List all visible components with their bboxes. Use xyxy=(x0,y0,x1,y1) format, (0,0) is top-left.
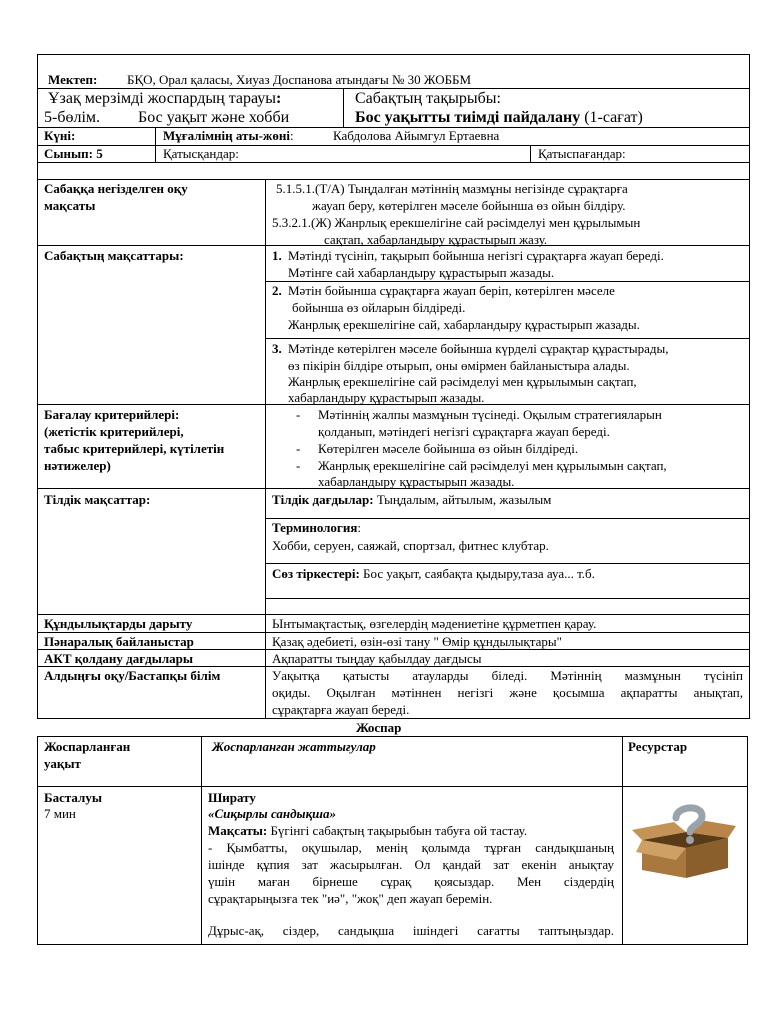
paragraph-2: Дұрыс-ақ, сіздер, сандықша ішіндегі сағатты таптыңыздар. xyxy=(208,923,614,938)
paragraph-1-line-4: сұрақтарыңызға тек "иә", "жоқ" деп жауап беремін. xyxy=(208,891,493,906)
objectives-label-1: Сабаққа негізделген оқу xyxy=(44,181,188,196)
values-value: Ынтымақтастық, өзгелердің мәдениетіне құрметпен қарау. xyxy=(272,616,597,631)
goal-3-line-1: Мәтінде көтерілген мәселе бойынша күрделі сұрақтар құрастырады, xyxy=(288,341,669,356)
goal-1-line-1: Мәтінді түсініп, тақырып бойынша негізгі сұрақтарға жауап береді. xyxy=(288,248,664,263)
values-label: Құндылықтарды дарыту xyxy=(44,616,193,631)
criteria-3-line-2: хабарландыру құрастырып жазады. xyxy=(318,474,515,489)
ict-value: Ақпаратты тыңдау қабылдау дағдысы xyxy=(272,651,482,666)
game-name: «Сиқырлы сандықша» xyxy=(208,806,336,821)
present-label: Қатысқандар: xyxy=(163,146,239,161)
goal-3-number: 3. xyxy=(272,341,282,356)
criteria-3-line-1: Жанрлық ерекшелігіне сай рәсімделуі мен құрылымын сақтап, xyxy=(318,458,667,473)
objective-line-3: 5.3.2.1.(Ж) Жанрлық ерекшелігіне сай рәсімделуі мен құрылымын xyxy=(272,215,641,230)
prior-line-1: Уақытқа қатысты атауларды біледі. Мәтіннің мазмұнын түсініп xyxy=(272,668,743,683)
objectives-label-2: мақсаты xyxy=(44,198,96,213)
links-label: Пәнаралық байланыстар xyxy=(44,634,194,649)
criteria-1-line-2: қолданып, мәтіндегі негізгі сұрақтарға жауап береді. xyxy=(318,424,610,439)
phrases: Сөз тіркестері: Бос уақыт, саябақта қыдыру,таза ауа... т.б. xyxy=(272,566,595,581)
goal-3-line-2: өз пікірін білдіре отырып, оны өмірмен байланыстыра алады. xyxy=(288,358,630,373)
long-term-plan-label: Ұзақ мерзімді жоспардың тарауы: xyxy=(48,90,282,107)
language-label: Тілдік мақсаттар: xyxy=(44,492,151,507)
goal-2-line-1: Мәтін бойынша сұрақтарға жауап беріп, көтерілген мәселе xyxy=(288,283,615,298)
start-label: Басталуы xyxy=(44,790,102,805)
criteria-3-dash: - xyxy=(296,458,301,473)
goal-3-line-4: хабарландыру құрастырып жазады. xyxy=(288,390,485,405)
plan-col-time-line-1: Жоспарланған xyxy=(44,739,131,754)
day-label: Күні: xyxy=(44,128,76,143)
objective-line-1: 5.1.5.1.(Т/А) Тыңдалған мәтіннің мазмұны негізінде сұрақтарға xyxy=(276,181,628,196)
teacher-label: Мұғалімнің аты-жөні: xyxy=(163,128,294,143)
plan-col-activities: Жоспарланған жаттығулар xyxy=(212,739,376,754)
criteria-label-1: Бағалау критерийлері: xyxy=(44,407,180,422)
objective-line-4: сақтап, хабарландыру құрастырып жазу. xyxy=(324,232,548,247)
goal-2-number: 2. xyxy=(272,283,282,298)
start-time: 7 мин xyxy=(44,806,76,821)
class-label: Сынып: 5 xyxy=(44,146,103,161)
goal-1-line-2: Мәтінге сай хабарландыру құрастырып жазады. xyxy=(288,265,555,280)
terminology-value: Хобби, серуен, саяжай, спортзал, фитнес клубтар. xyxy=(272,538,549,553)
topic-value: Бос уақытты тиімді пайдалану (1-сағат) xyxy=(355,109,643,126)
goal-2-line-3: Жанрлық ерекшелігіне сай, хабарландыру құрастырып жазады. xyxy=(288,317,640,332)
criteria-2-dash: - xyxy=(296,441,301,456)
plan-col-resources: Ресурстар xyxy=(628,739,688,754)
language-skills: Тілдік дағдылар: Тыңдалым, айтылым, жазылым xyxy=(272,492,552,507)
teacher-value: Кабдолова Айымгул Ертаевна xyxy=(333,128,500,143)
criteria-label-2: (жетістік критерийлері, xyxy=(44,424,184,439)
absent-label: Қатыспағандар: xyxy=(538,146,626,161)
mystery-box-icon xyxy=(628,800,738,880)
criteria-label-4: нәтижелер) xyxy=(44,458,111,473)
prior-line-3: сұрақтарға жауап береді. xyxy=(272,702,410,717)
prior-label: Алдыңғы оқу/Бастапқы білім xyxy=(44,668,221,683)
paragraph-1-line-2: ішінде құпия зат жасырылған. Ол қандай зат екенін анықтау xyxy=(208,857,614,872)
criteria-label-3: табыс критерийлері, күтілетін xyxy=(44,441,225,456)
ict-label: АКТ қолдану дағдылары xyxy=(44,651,194,666)
section-name: Бос уақыт және хобби xyxy=(138,109,290,126)
paragraph-1-line-1: - Қымбатты, оқушылар, менің қолымда тұрған сандықшаның xyxy=(208,840,614,855)
section-number: 5-бөлім. xyxy=(44,109,101,126)
terminology-label: Терминология: xyxy=(272,520,361,535)
goals-label: Сабақтың мақсаттары: xyxy=(44,248,184,263)
links-value: Қазақ әдебиеті, өзін-өзі тану " Өмір құндылықтары" xyxy=(272,634,562,649)
school-label: Мектеп: xyxy=(48,72,98,87)
criteria-1-line-1: Мәтіннің жалпы мазмұнын түсінеді. Оқылым стратегияларын xyxy=(318,407,662,422)
goal-3-line-3: Жанрлық ерекшелігіне сай рәсімделуі мен құрылымын сақтап, xyxy=(288,374,637,389)
goal-1-number: 1. xyxy=(272,248,282,263)
warmup-label: Ширату xyxy=(208,790,256,805)
paragraph-1-line-3: үшін маған бірнеше сұрақ қоясыздар. Мен сіздердің xyxy=(208,874,614,889)
topic-label: Сабақтың тақырыбы: xyxy=(355,90,501,107)
objective-line-2: жауап беру, көтерілген мәселе бойынша өз ойын білдіру. xyxy=(312,198,626,213)
plan-col-time-line-2: уақыт xyxy=(44,756,81,771)
plan-title: Жоспар xyxy=(356,720,402,735)
criteria-1-dash: - xyxy=(296,407,301,422)
goal-2-line-2: бойынша өз ойларын білдіреді. xyxy=(292,300,466,315)
prior-line-2: оқиды. Оқылған мәтіннен негізгі және қосымша ақпаратты анықтап, xyxy=(272,685,743,700)
aim: Мақсаты: Бүгінгі сабақтың тақырыбын табуға ой тастау. xyxy=(208,823,528,838)
criteria-2-line-1: Көтерілген мәселе бойынша өз ойын білдіреді. xyxy=(318,441,579,456)
school-value: БҚО, Орал қаласы, Хиуаз Доспанова атындағы № 30 ЖОББМ xyxy=(127,72,472,87)
